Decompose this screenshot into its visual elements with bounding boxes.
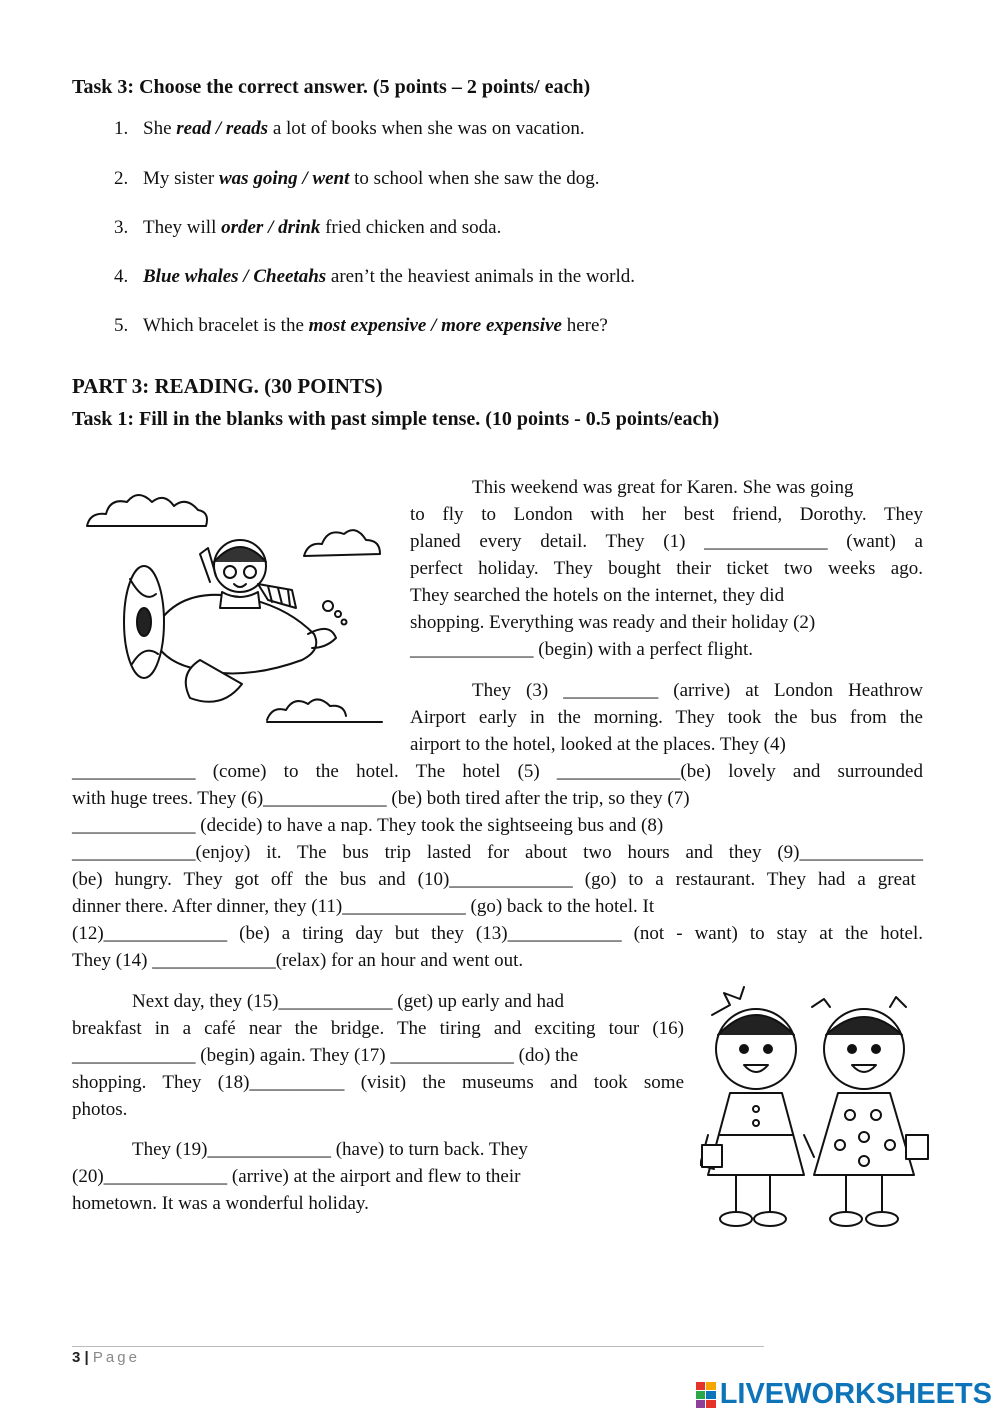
question-item: 1. She read / reads a lot of books when she was on vacation. xyxy=(114,118,585,139)
footer-divider xyxy=(72,1346,764,1347)
passage-line: Airport early in the morning. They took the bus from the xyxy=(410,707,923,728)
passage-line: This weekend was great for Karen. She was going xyxy=(472,477,854,498)
passage-line: They searched the hotels on the internet, they did xyxy=(410,585,785,606)
two-girls-illustration xyxy=(700,985,930,1230)
passage-line[interactable]: shopping. They (18)__________ (visit) the museums and took some xyxy=(72,1072,684,1093)
passage-line[interactable]: dinner there. After dinner, they (11)_____________ (go) back to the hotel. It xyxy=(72,896,655,917)
passage-line[interactable]: _____________ (decide) to have a nap. They took the sightseeing bus and (8) xyxy=(72,815,664,836)
question-item: 4. Blue whales / Cheetahs aren’t the heaviest animals in the world. xyxy=(114,266,636,287)
passage-line[interactable]: They (14) _____________(relax) for an hour and went out. xyxy=(72,950,524,971)
page-number: 3 xyxy=(72,1349,81,1366)
passage-line[interactable]: with huge trees. They (6)_____________ (be) both tired after the trip, so they (7) xyxy=(72,788,690,809)
passage-paragraph-3 xyxy=(72,988,684,1123)
page-label: Page xyxy=(92,1349,140,1366)
passage-line[interactable]: _____________ (begin) with a perfect flight. xyxy=(410,639,753,660)
passage-line: hometown. It was a wonderful holiday. xyxy=(72,1193,369,1214)
passage-line: perfect holiday. They bought their ticket two weeks ago. xyxy=(410,558,923,579)
part3-title: PART 3: READING. (30 POINTS) xyxy=(72,374,383,398)
liveworksheets-brand[interactable] xyxy=(696,1378,992,1411)
task1-title: Task 1: Fill in the blanks with past simple tense. (10 points - 0.5 points/each) xyxy=(72,408,720,430)
passage-line[interactable]: They (3) __________ (arrive) at London Heathrow xyxy=(472,680,923,701)
passage-line[interactable]: Next day, they (15)____________ (get) up early and had xyxy=(132,991,564,1012)
passage-paragraph-4 xyxy=(72,1136,684,1217)
passage-line[interactable]: planed every detail. They (1) _____________ (want) a xyxy=(410,531,923,552)
passage-line[interactable]: shopping. Everything was ready and their holiday (2) xyxy=(410,612,816,633)
answer-options[interactable]: Blue whales / Cheetahs xyxy=(143,266,327,287)
passage-line: photos. xyxy=(72,1099,128,1120)
answer-options[interactable]: most expensive / more expensive xyxy=(308,315,562,336)
passage-line[interactable]: (12)_____________ (be) a tiring day but they (13)____________ (not - want) to stay at the hotel. xyxy=(72,923,923,944)
passage-line[interactable]: airport to the hotel, looked at the places. They (4) xyxy=(410,734,786,755)
passage-paragraph-1 xyxy=(410,474,923,663)
question-item: 3. They will order / drink fried chicken and soda. xyxy=(114,217,502,238)
passage-paragraph-2 xyxy=(72,677,923,974)
passage-line[interactable]: _____________ (begin) again. They (17) _____________ (do) the xyxy=(72,1045,579,1066)
passage-line: to fly to London with her best friend, Dorothy. They xyxy=(410,504,923,525)
answer-options[interactable]: was going / went xyxy=(219,168,350,189)
task3-title: Task 3: Choose the correct answer. (5 points – 2 points/ each) xyxy=(72,76,591,98)
question-item: 5. Which bracelet is the most expensive / more expensive here? xyxy=(114,315,608,336)
passage-line[interactable]: _____________ (come) to the hotel. The hotel (5) _____________(be) lovely and surrounded xyxy=(72,761,923,782)
page-footer xyxy=(72,1349,140,1366)
passage-line[interactable]: breakfast in a café near the bridge. The tiring and exciting tour (16) xyxy=(72,1018,684,1039)
brand-name: LIVEWORKSHEETS xyxy=(719,1378,992,1410)
passage-line[interactable]: (be) hungry. They got off the bus and (10)_____________ (go) to a restaurant. They had a great xyxy=(72,869,916,890)
passage-line[interactable]: (20)_____________ (arrive) at the airport and flew to their xyxy=(72,1166,521,1187)
passage-line[interactable]: _____________(enjoy) it. The bus trip lasted for about two hours and they (9)_____________ xyxy=(72,842,923,863)
liveworksheets-logo-icon xyxy=(696,1382,716,1408)
passage-line[interactable]: They (19)_____________ (have) to turn back. They xyxy=(132,1139,528,1160)
answer-options[interactable]: read / reads xyxy=(176,118,269,139)
answer-options[interactable]: order / drink xyxy=(221,217,321,238)
footer-separator: | xyxy=(84,1349,89,1366)
question-item: 2. My sister was going / went to school when she saw the dog. xyxy=(114,168,600,189)
